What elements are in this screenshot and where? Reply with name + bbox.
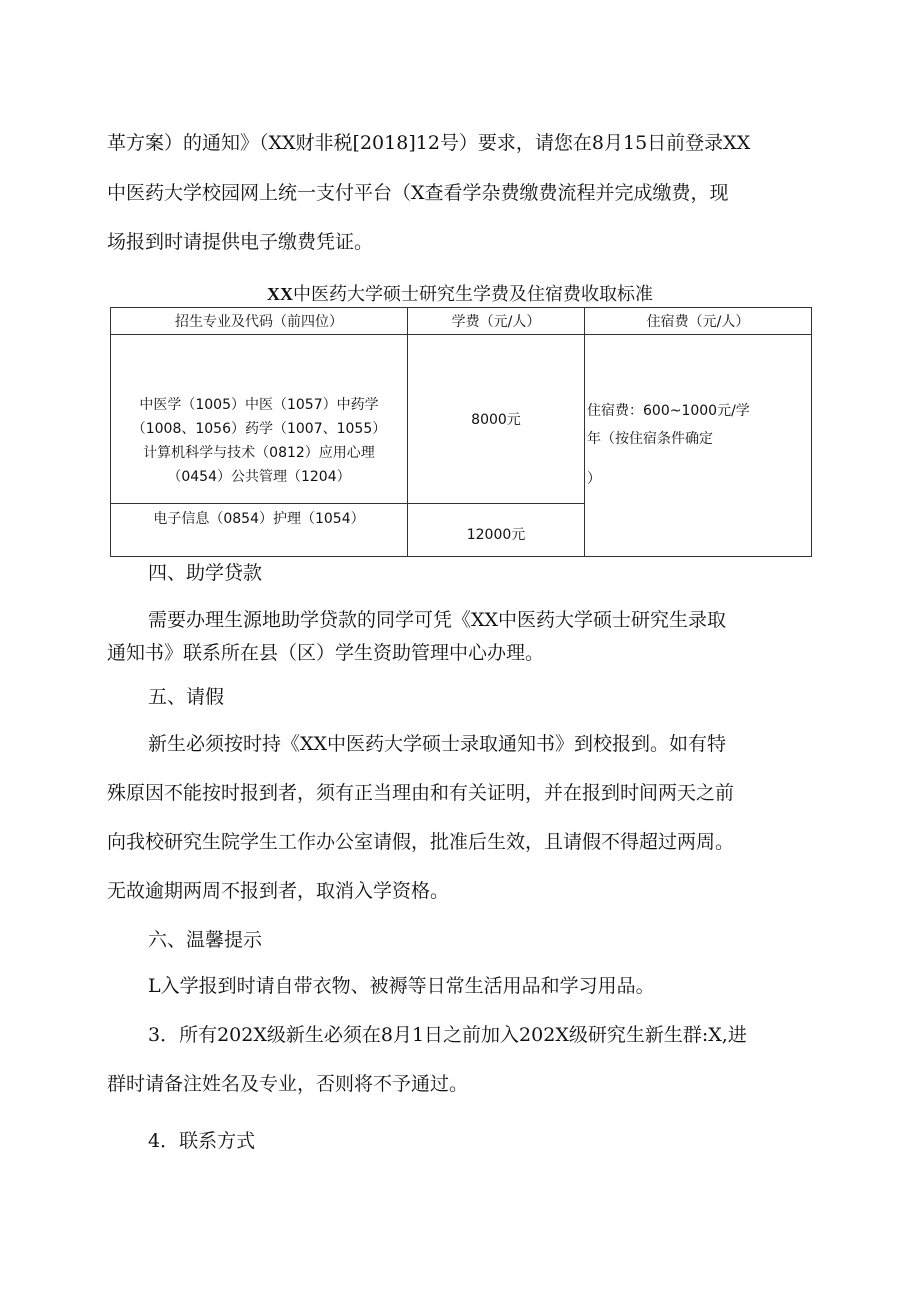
fee-table	[110, 307, 812, 557]
major-line-4: （0454）公共管理（1204）	[167, 469, 351, 485]
tip-3-line-1: 3．所有202X级新生必须在8月1日之前加入202X级研究生新生群:X,进	[148, 1024, 747, 1046]
header-tuition: 学费（元/人）	[408, 308, 585, 335]
tip-3-line-2: 群时请备注姓名及专业，否则将不予通过。	[107, 1073, 469, 1095]
loan-line-2: 通知书》联系所在县（区）学生资助管理中心办理。	[107, 642, 545, 664]
tips-heading: 六、温馨提示	[148, 929, 263, 951]
header-major: 招生专业及代码（前四位）	[111, 308, 408, 335]
tip-1: L入学报到时请自带衣物、被褥等日常生活用品和学习用品。	[148, 975, 655, 997]
major-line-3: 计算机科学与技术（0812）应用心理	[143, 445, 375, 461]
tuition-cell-1	[408, 335, 585, 504]
tuition-cell-2	[408, 504, 585, 557]
dorm-line-3: ）	[587, 471, 601, 487]
table-header-row	[111, 308, 812, 335]
major-cell-1	[111, 335, 408, 504]
table-title-text: 中医药大学硕士研究生学费及住宿费收取标准	[293, 284, 653, 305]
loan-heading: 四、助学贷款	[148, 562, 263, 584]
table-row	[111, 335, 812, 504]
leave-line-1: 新生必须按时持《XX中医药大学硕士录取通知书》到校报到。如有特	[148, 733, 727, 755]
leave-line-2: 殊原因不能按时报到者，须有正当理由和有关证明，并在报到时间两天之前	[107, 782, 735, 804]
tuition-value-2: 12000元	[466, 527, 526, 543]
tip-4: 4．联系方式	[148, 1130, 256, 1152]
intro-line-2: 中医药大学校园网上统一支付平台（X查看学杂费缴费流程并完成缴费，现	[107, 182, 729, 204]
dorm-cell	[585, 335, 812, 557]
intro-line-1: 革方案）的通知》（XX财非税[2018]12号）要求，请您在8月15日前登录XX	[107, 132, 751, 154]
leave-line-4: 无故逾期两周不报到者，取消入学资格。	[107, 880, 450, 902]
table-title-prefix: XX	[267, 284, 293, 304]
major-value-2: 电子信息（0854）护理（1054）	[153, 511, 365, 527]
table-title	[0, 283, 920, 306]
header-dorm: 住宿费（元/人）	[585, 308, 812, 335]
major-cell-2	[111, 504, 408, 557]
leave-line-3: 向我校研究生院学生工作办公室请假，批准后生效，且请假不得超过两周。	[107, 831, 735, 853]
dorm-line-1: 住宿费：600~1000元/学	[587, 403, 750, 419]
loan-line-1: 需要办理生源地助学贷款的同学可凭《XX中医药大学硕士研究生录取	[148, 609, 727, 631]
tuition-value-1: 8000元	[471, 412, 521, 428]
leave-heading: 五、请假	[148, 686, 225, 708]
intro-line-3: 场报到时请提供电子缴费凭证。	[107, 231, 374, 253]
major-line-2: （1008、1056）药学（1007、1055）	[131, 421, 387, 437]
major-line-1: 中医学（1005）中医（1057）中药学	[139, 397, 379, 413]
dorm-line-2: 年（按住宿条件确定	[587, 431, 713, 447]
